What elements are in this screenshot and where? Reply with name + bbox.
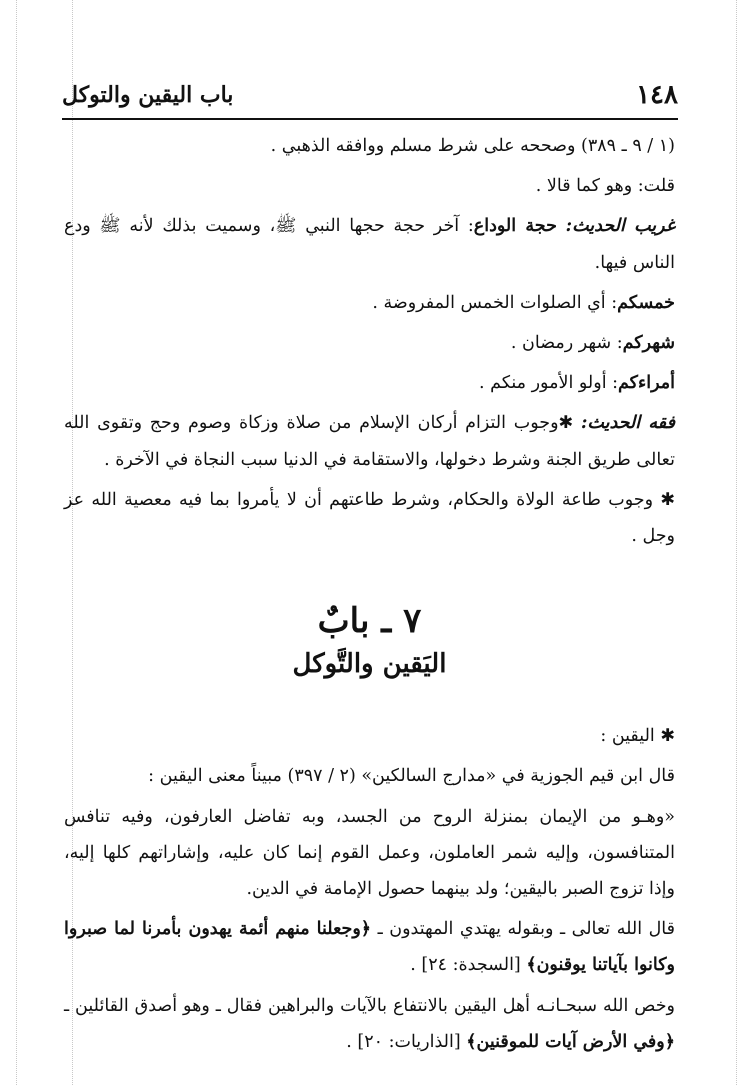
verse-paragraph: [64, 988, 675, 1060]
comment-paragraph: قلت: وهو كما قالا .: [535, 176, 675, 197]
gloss-text: : أي الصلوات الخمس المفروضة .: [372, 292, 618, 313]
quran-verse: ﴿وفي الأرض آيات للموقنين﴾: [466, 1031, 675, 1052]
chapter-subtitle: اليَقين والتَّوكل: [292, 649, 447, 680]
gloss-paragraph: [64, 285, 675, 321]
quote-paragraph: «وهـو من الإيمان بمنزلة الروح من الجسد، وبه تفاضل العارفون، وفيه تنافس المتنافسون، وإليه شمر العاملون، وعمل القوم إنما كان عليه، وإشاراتهم كلها إليه، وإذا تزوج الصبر باليقين؛ ولد بينهما حصول الإمامة في الدين.: [64, 806, 675, 900]
verse-paragraph: [64, 911, 675, 983]
gloss-paragraph: [64, 365, 675, 401]
page-number: ١٤٨: [636, 80, 678, 110]
gloss-term: حجة الوداع: [473, 216, 557, 237]
quran-verse: ﴿وجعلنا منهم أئمة يهدون بأمرنا لما صبروا وكانوا بآياتنا يوقنون﴾: [64, 919, 675, 976]
subsection-heading: ✱ اليقين :: [600, 726, 675, 747]
scan-margin-line: [16, 0, 17, 1085]
chapter-title: ٧ ـ بابٌ: [317, 601, 422, 642]
gloss-term: أمراءكم: [618, 373, 675, 394]
body-paragraph: قال ابن قيم الجوزية في «مدارج السالكين» (٢ / ٣٩٧) مبيناً معنى اليقين :: [148, 766, 675, 787]
scan-margin-line: [736, 0, 737, 1085]
page-body: [64, 128, 675, 1064]
chapter-heading: [64, 598, 675, 684]
fiqh-paragraph: ✱ وجوب طاعة الولاة والحكام، وشرط طاعتهم أن لا يأمروا بما فيه معصية الله عز وجل .: [64, 489, 675, 547]
verse-intro: وخص الله سبحـانـه أهل اليقين بالانتفاع بالآيات والبراهين فقال ـ وهو أصدق القائلين ـ: [64, 995, 675, 1016]
fiqh-text: ✱وجوب التزام أركان الإسلام من صلاة وزكاة وصوم وحج وتقوى الله تعالى طريق الجنة وشرط دخولها، والاستقامة في الدنيا سبب النجاة في الآخرة .: [64, 413, 675, 470]
verse-reference: [السجدة: ٢٤] .: [410, 955, 527, 976]
gloss-paragraph: [64, 325, 675, 361]
section-label: غريب الحديث:: [565, 216, 675, 237]
section-label: فقه الحديث:: [580, 413, 675, 434]
running-title: باب اليقين والتوكل: [62, 82, 234, 108]
gloss-term: شهركم: [622, 333, 675, 354]
page-header: [62, 72, 678, 120]
verse-intro: قال الله تعالى ـ وبقوله يهتدي المهتدون ـ: [371, 919, 676, 940]
gloss-term: خمسكم: [617, 292, 675, 313]
gloss-text: : آخر حجة حجها النبي ﷺ، وسميت بذلك لأنه ﷺ ودع الناس فيها.: [64, 216, 675, 273]
verse-reference: [الذاريات: ٢٠] .: [346, 1031, 467, 1052]
gloss-paragraph: [64, 208, 675, 280]
citation-paragraph: (١ / ٩ ـ ٣٨٩) وصححه على شرط مسلم ووافقه الذهبي .: [270, 136, 675, 156]
fiqh-paragraph: [64, 405, 675, 477]
gloss-text: : شهر رمضان .: [510, 333, 623, 354]
gloss-text: : أولو الأمور منكم .: [478, 373, 619, 394]
